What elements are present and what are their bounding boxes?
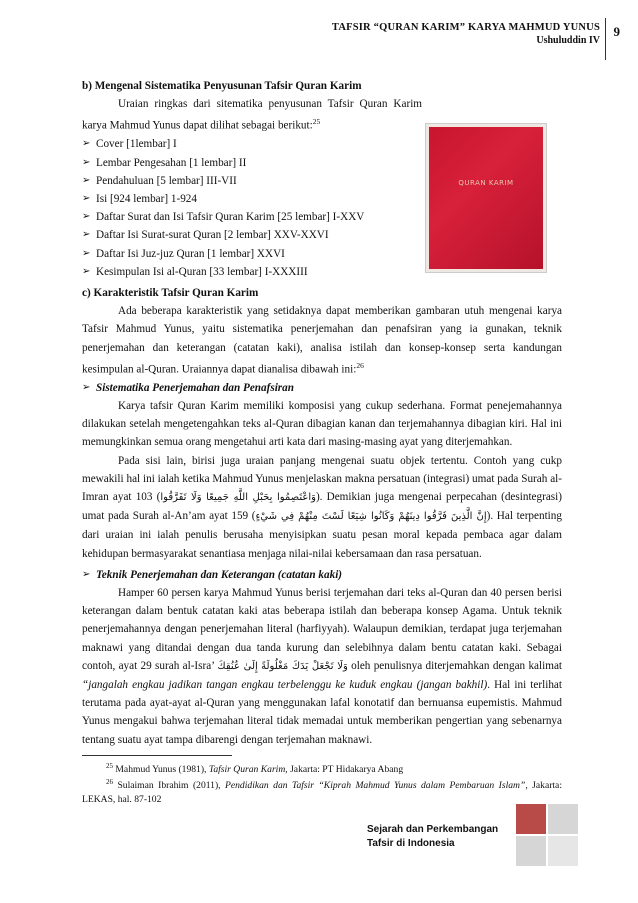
footer-decor-square	[548, 804, 578, 834]
running-header	[332, 22, 600, 46]
list-item: ➢ Daftar Isi Surat-surat Quran [2 lembar] XXV-XXVI	[82, 226, 562, 244]
paragraph: Pada sisi lain, birisi juga uraian panjang mengenai suatu objek tertentu. Contoh yang cukp mewakili hal ini ialah ketika Mahmud Yunus menjelaskan makna persatuan (integrasi) umat pada Surah al-Imran ayat 103 (وَاعْتَصِمُوا بِحَبْلِ اللَّهِ جَمِيعًا وَلَا تَفَرَّقُوا). Demikian juga mengenai perpecahan (desintegrasi) umat pada Surah al-An’am ayat 159 (إِنَّ الَّذِينَ فَرَّقُوا دِينَهُمْ وَكَانُوا شِيَعًا لَسْتَ مِنْهُمْ فِي شَيْءٍ). Hal terpenting dari uraian ini ialah penulis berusaha menyisipkan suatu pesan moral kepada pembaca agar dalam kehidupan bermasyarakat senantiasa menjaga nilai-nilai kebersamaan dan rasa persatuan.	[82, 454, 562, 560]
footer-decor-square	[548, 836, 578, 866]
footnote-ref: 25	[312, 117, 321, 127]
arabic-verse: إِنَّ الَّذِينَ فَرَّقُوا دِينَهُمْ وَكَانُوا شِيَعًا لَسْتَ مِنْهُمْ فِي شَيْءٍ	[255, 511, 487, 523]
section-c-heading: c) Karakteristik Tafsir Quran Karim	[82, 286, 259, 299]
structure-list	[82, 135, 562, 281]
arabic-verse: إِلَىٰ عُنُقِكَ	[217, 660, 258, 672]
footer-decor-square	[516, 804, 546, 834]
list-item: ➢ Lembar Pengesahan [1 lembar] II	[82, 154, 562, 172]
section-c-intro: Ada beberapa karakteristik yang setidaknya dapat memberikan gambaran utuh mengenai karya Tafsir Mahmud Yunus, yaitu sistematika penerjemahan dan penafsiran yang ia gunakan, teknik penerjemahan dan keterangan (catatan kaki), analisa istilah dan konsep-konsep serta kandungan kesimpulan al-Quran. Uraiannya dapat dianalisa dibawah ini:$^{26}$	[82, 305, 562, 376]
header-title: TAFSIR “QURAN KARIM” KARYA MAHMUD YUNUS	[331, 22, 600, 33]
section-b-heading: b) Mengenal Sistematika Penyusunan Tafsir Quran Karim	[82, 80, 362, 92]
paragraph: Hamper 60 persen karya Mahmud Yunus berisi terjemahan dari teks al-Quran dan 40 persen berisi keterangan dalam bentuk catatan kaki atas beberapa istilah dan beberapa konsep Agama. Untuk teknik penerjemahannya dengan penerjemahan literal (harfiyyah). Walaupun demikian, terdapat juga terjemahan maknawi yang ditandai dengan dua tanda kurung dan selebihnya dalam bentu catatan kaki. Sebagai contoh, ayat 29 surah al-Isra’ وَلَا تَجْعَلْ يَدَكَ مَغْلُولَةً إِلَىٰ عُنُقِكَ oleh penulisnya diterjemahkan dengan kalimat “jangalah engkau jadikan tangan engkau terbelenggu ke kuduk engkau (jangan bakhil). Hal ini terlihat terutama pada ayat-ayat al-Quran yang menggunakan lafal konotatif dan bernuansa eupemistis. Mahmud Yunus mengakui bahwa terjemahan literal tidak memadai untuk memberikan pengertian yang sebenarnya tentang suatu ayat tampa dibarengi dengan terjemahan maknawi.	[82, 586, 563, 746]
list-item: ➢ Pendahuluan [5 lembar] III-VII	[82, 172, 562, 190]
subsection-heading-systematics: ➢ Sistematika Penerjemahan dan Penafsiran	[82, 379, 562, 397]
footer-decor-square	[516, 836, 546, 866]
footnote: $^{26}$ Sulaiman Ibrahim (2011), Pendidikan dan Tafsir “Kiprah Mahmud Yunus dalam Pembaruan Islam”, Jakarta: LEKAS, hal. 87-102	[82, 778, 562, 806]
section-b-intro: Uraian ringkas dari sitematika penyusunan Tafsir Quran Karim karya Mahmud Yunus dapat dilihat sebagai berikut:$^{25}$	[82, 98, 422, 133]
arabic-verse: وَاعْتَصِمُوا بِحَبْلِ اللَّهِ جَمِيعًا وَلَا تَفَرَّقُوا	[160, 491, 316, 503]
book-cover-label: QURAN KARIM	[458, 179, 514, 187]
page-content	[82, 77, 562, 807]
list-item: ➢ Daftar Surat dan Isi Tafsir Quran Karim [25 lembar] I-XXV	[82, 208, 562, 226]
footer-brand: Sejarah dan Perkembangan Tafsir di Indonesia	[367, 824, 499, 849]
arabic-verse: وَلَا تَجْعَلْ يَدَكَ مَغْلُولَةً	[261, 660, 348, 672]
footnote-separator	[82, 755, 232, 756]
footnote-ref: 26	[356, 360, 364, 370]
list-item: ➢ Cover [1lembar] I	[82, 135, 562, 153]
list-item: ➢ Isi [924 lembar] 1-924	[82, 190, 562, 208]
list-item: ➢ Daftar Isi Juz-juz Quran [1 lembar] XXVI	[82, 245, 562, 263]
header-divider	[605, 18, 607, 60]
list-item: ➢ Kesimpulan Isi al-Quran [33 lembar] I-XXXIII	[82, 263, 562, 281]
page-number: 9	[613, 24, 620, 39]
subsection-heading-technique: ➢ Teknik Penerjemahan dan Keterangan (catatan kaki)	[82, 566, 562, 584]
header-subtitle: Ushuluddin IV	[536, 35, 600, 46]
footnote: $^{25}$ Mahmud Yunus (1981), Tafsir Quran Karim, Jakarta: PT Hidakarya Abang	[106, 761, 404, 775]
paragraph: Karya tafsir Quran Karim memiliki komposisi yang cukup sederhana. Format penejemahannya dilakukan setelah mengetengahkan teks al-Quran dibagian kanan dan terjemahannya dibagian kiri. Hal ini memungkinkan semua orang mengetahui arti kata dari masing-masing ayat yang diterjemahkan.	[82, 399, 562, 449]
